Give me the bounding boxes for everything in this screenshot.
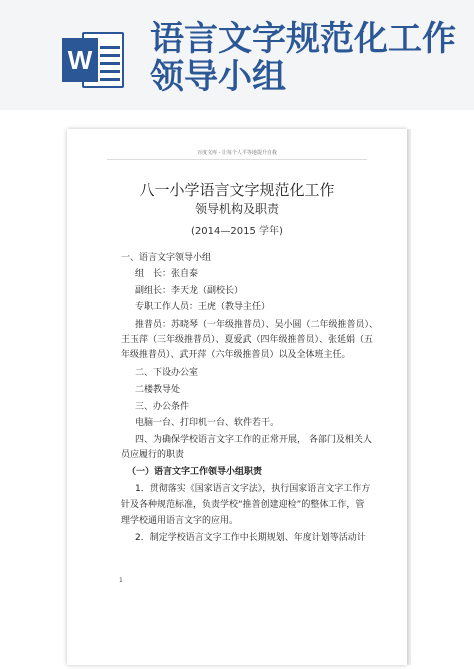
subsection-heading: （一）语言文字工作领导小组职责	[127, 467, 263, 477]
section-heading: 二、下设办公室	[135, 368, 199, 378]
academic-year: (2014—2015 学年)	[191, 226, 283, 237]
document-page	[67, 129, 407, 665]
body-line: 针及各种规范标准，负责学校“推普创建迎检”的整体工作，管	[121, 500, 365, 510]
page-number: 1	[119, 577, 123, 584]
section-heading: 一、语言文字领导小组	[121, 253, 212, 263]
section-heading: 四、为确保学校语言文字工作的正常开展， 各部门及相关人	[135, 435, 372, 445]
body-line: 组 长：张自泰	[135, 269, 199, 279]
body-line: 年级推普员）、武开萍（六年级推普员）以及全体班主任。	[121, 350, 351, 360]
body-line: 二楼教导处	[135, 385, 181, 395]
body-line: 电脑一台、打印机一台、软件若干。	[135, 418, 280, 428]
header-divider	[107, 159, 367, 160]
body-line: 员应履行的职责	[121, 450, 185, 460]
page-header: 百度文库 - 让每个人平等地提升自我	[197, 150, 277, 156]
body-line: 理学校通用语言文字的应用。	[121, 516, 239, 526]
word-letter-badge: W	[62, 38, 98, 82]
body-line: 王玉萍（三年级推普员）、夏爱武（四年级推普员）、张延娟（五	[121, 335, 374, 345]
banner-title: 语言文字规范化工作领导小组	[150, 19, 456, 97]
banner	[0, 0, 474, 110]
body-line: 1．贯彻落实《国家语言文字法》，执行国家语言文字工作方	[135, 484, 371, 494]
section-heading: 三、办公条件	[135, 402, 190, 412]
document-subtitle: 领导机构及职责	[194, 202, 279, 216]
document-title: 八一小学语言文字规范化工作	[139, 181, 335, 199]
word-doc-icon	[60, 30, 126, 90]
body-line: 副组长：李天龙（副校长）	[135, 286, 244, 296]
body-line: 专职工作人员：王虎（教导主任）	[135, 302, 271, 312]
body-line: 推普员：苏晓琴（一年级推普员）、吴小圆（二年级推普员）、	[135, 320, 379, 330]
body-line: 2．制定学校语言文字工作中长期规划、年度计划等活动计	[135, 533, 366, 543]
